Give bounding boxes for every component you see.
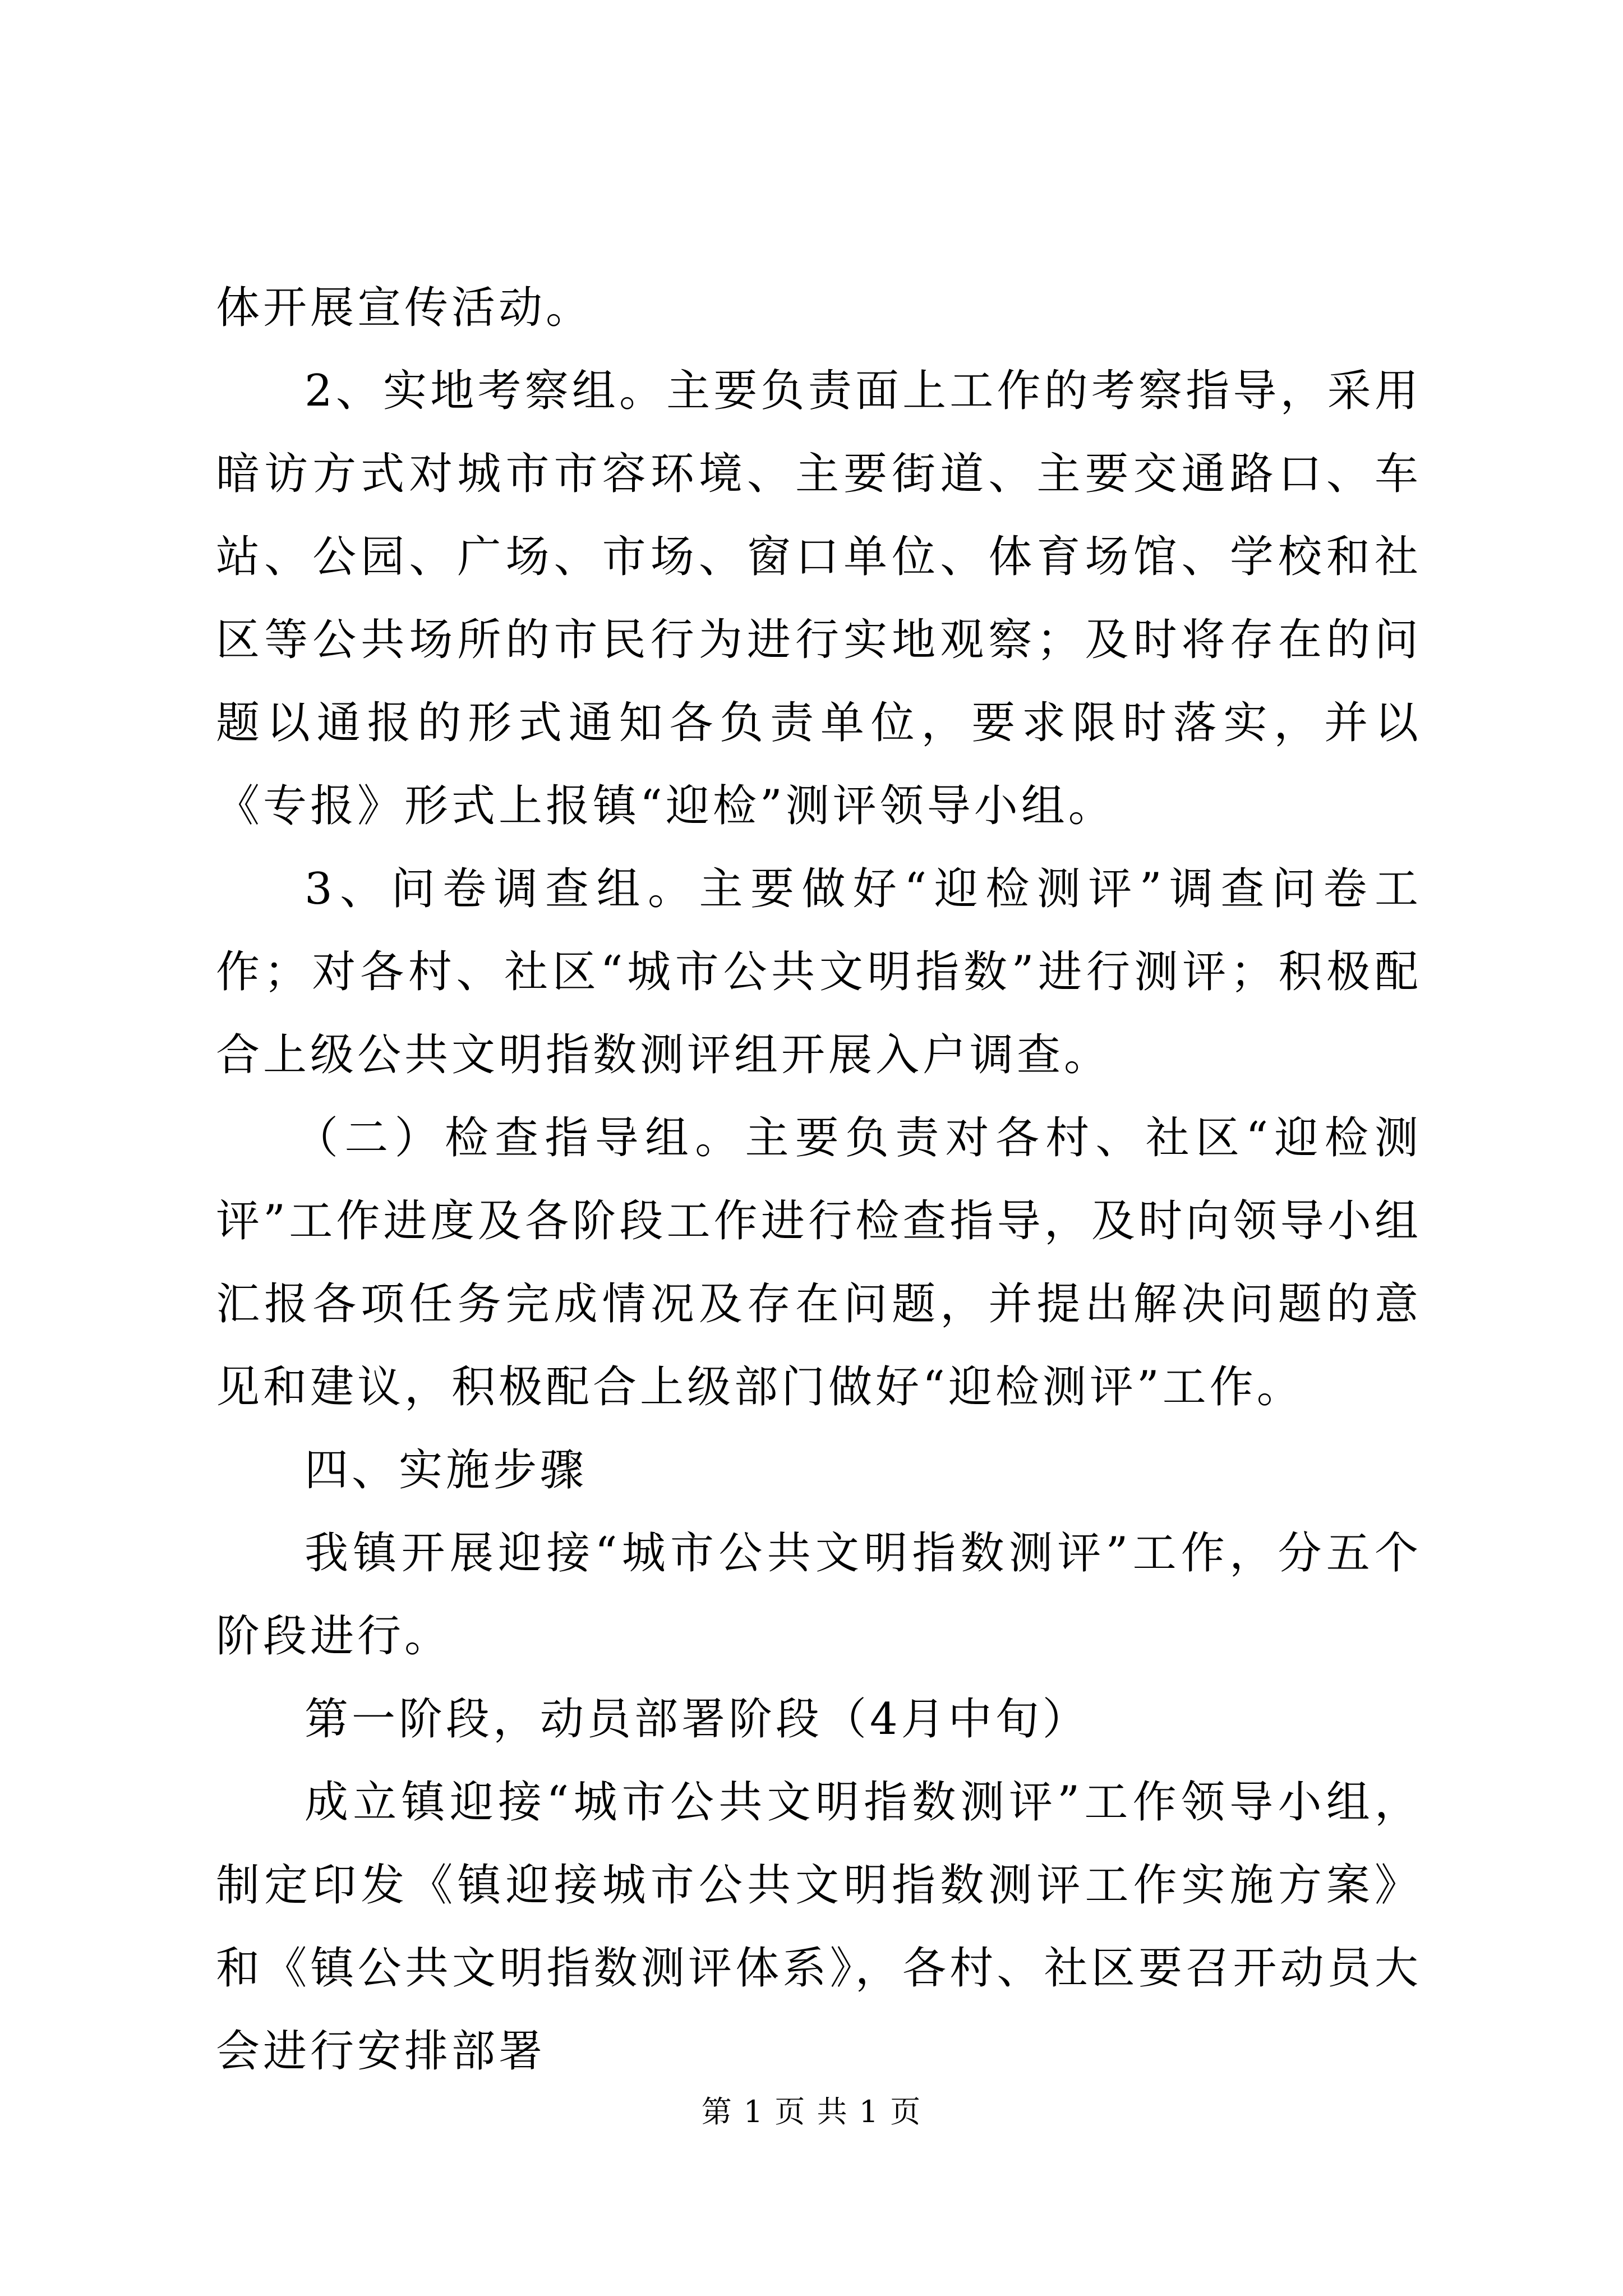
page-number-label: 第 1 页 共 1 页: [701, 2094, 922, 2129]
paragraph-stage-one-heading: 第一阶段，动员部署阶段（4月中旬）: [305, 1694, 1090, 1745]
paragraph-stage-one-detail: 成立镇迎接“城市公共文明指数测评”工作领导小组，制定印发《镇迎接城市公共文明指数测评工作实施方案》和《镇公共文明指数测评体系》，各村、社区要召开动员大会进行安排部署: [216, 1777, 1422, 2077]
paragraph-continuation: 体开展宣传活动。: [216, 283, 593, 333]
page-footer: [0, 2092, 1623, 2132]
paragraph-questionnaire-group: 3、问卷调查组。主要做好“迎检测评”调查问卷工作；对各村、社区“城市公共文明指数”进行测评；积极配合上级公共文明指数测评组开展入户调查。: [216, 864, 1422, 1080]
paragraph-field-inspection-group: 2、实地考察组。主要负责面上工作的考察指导，采用暗访方式对城市市容环境、主要街道、主要交通路口、车站、公园、广场、市场、窗口单位、体育场馆、学校和社区等公共场所的市民行为进行实地观察；及时将存在的问题以通报的形式通知各负责单位，要求限时落实，并以《专报》形式上报镇“迎检”测评领导小组。: [216, 366, 1422, 831]
section-heading-implementation-steps: 四、实施步骤: [305, 1445, 588, 1496]
paragraph-inspection-guidance-group: （二）检查指导组。主要负责对各村、社区“迎检测评”工作进度及各阶段工作进行检查指导，及时向领导小组汇报各项任务完成情况及存在问题，并提出解决问题的意见和建议，积极配合上级部门做好“迎检测评”工作。: [216, 1113, 1422, 1412]
document-body: [216, 266, 1422, 2093]
paragraph-five-stages: 我镇开展迎接“城市公共文明指数测评”工作，分五个阶段进行。: [216, 1528, 1422, 1662]
